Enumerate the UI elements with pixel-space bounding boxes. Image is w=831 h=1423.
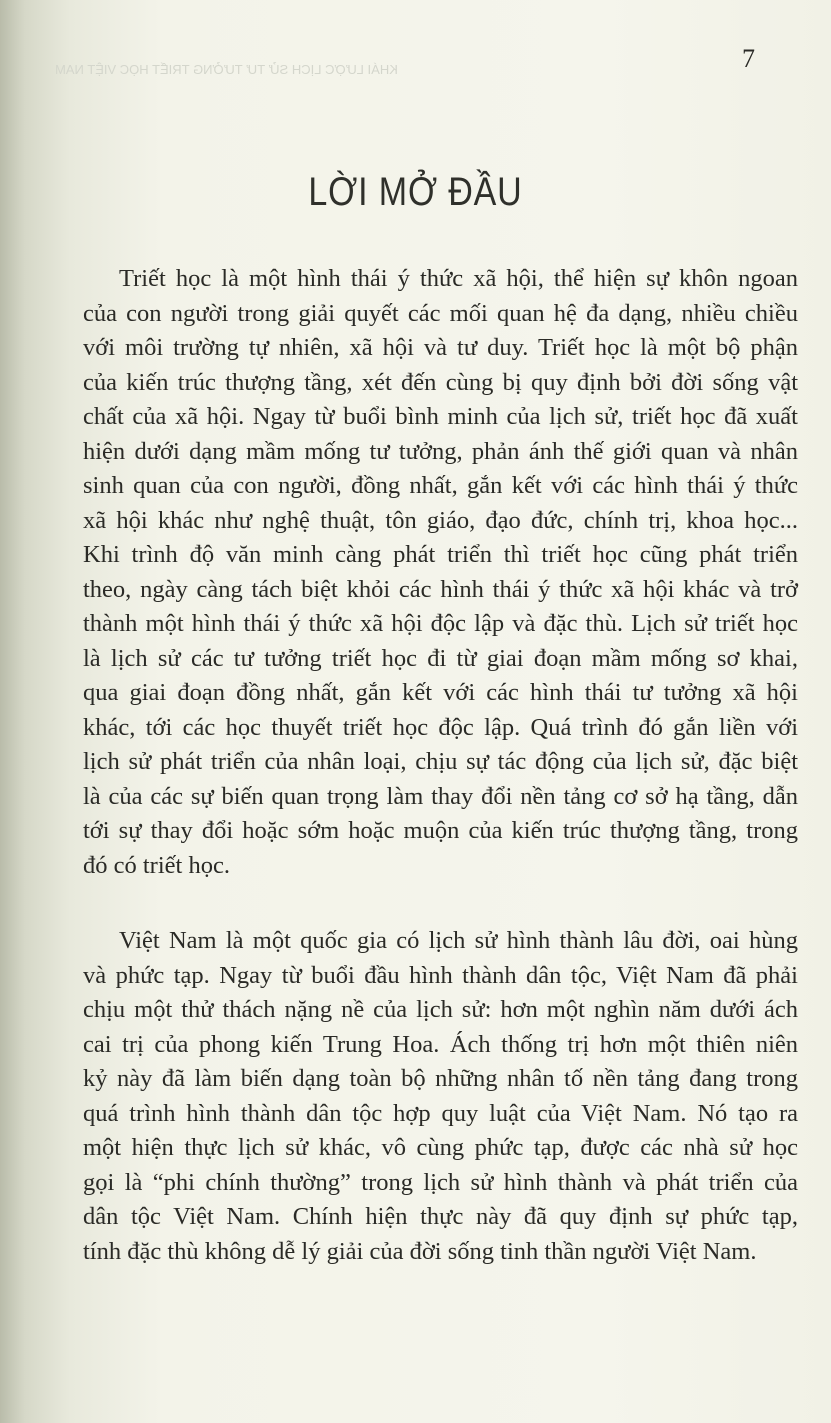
text-line: xã hội khác như nghệ thuật, tôn giáo, đạo đức, chính trị, khoa học...: [83, 506, 798, 534]
text-line: kỷ này đã làm biến dạng toàn bộ những nhân tố nền tảng đang trong: [83, 1065, 798, 1092]
text-line: cai trị của phong kiến Trung Hoa. Ách thống trị hơn một thiên niên: [83, 1030, 798, 1058]
paragraph-2: [83, 924, 798, 1269]
text-line: lịch sử phát triển của nhân loại, chịu sự tác động của lịch sử, đặc biệt: [83, 748, 798, 775]
text-line: chịu một thử thách nặng nề của lịch sử: hơn một nghìn năm dưới ách: [83, 996, 798, 1023]
paragraph-1: [83, 262, 798, 883]
chapter-title: LỜI MỞ ĐẦU: [308, 170, 523, 214]
page-number: 7: [742, 44, 755, 73]
text-line: của kiến trúc thượng tầng, xét đến cùng bị quy định bởi đời sống vật: [83, 368, 798, 396]
text-line: sinh quan của con người, đồng nhất, gắn kết với các hình thái ý thức: [83, 472, 798, 499]
text-line: tới sự thay đổi hoặc sớm hoặc muộn của kiến trúc thượng tầng, trong: [83, 817, 798, 844]
text-line: khác, tới các học thuyết triết học độc lập. Quá trình đó gắn liền với: [83, 713, 798, 741]
text-line: dân tộc Việt Nam. Chính hiện thực này đã quy định sự phức tạp,: [83, 1203, 798, 1230]
text-line: gọi là “phi chính thường” trong lịch sử hình thành và phát triển của: [83, 1168, 798, 1196]
text-line: với môi trường tự nhiên, xã hội và tư duy. Triết học là một bộ phận: [83, 334, 798, 361]
text-line: và phức tạp. Ngay từ buổi đầu hình thành dân tộc, Việt Nam đã phải: [83, 961, 798, 989]
text-line: đó có triết học.: [83, 851, 230, 879]
text-line: là lịch sử các tư tưởng triết học đi từ giai đoạn mầm mống sơ khai,: [83, 644, 798, 672]
text-line: của con người trong giải quyết các mối quan hệ đa dạng, nhiều chiều: [83, 299, 798, 327]
text-line: quá trình hình thành dân tộc hợp quy luật của Việt Nam. Nó tạo ra: [83, 1099, 798, 1127]
text-line: một hiện thực lịch sử khác, vô cùng phức tạp, được các nhà sử học: [83, 1134, 798, 1161]
text-line: tính đặc thù không dễ lý giải của đời sống tinh thần người Việt Nam.: [83, 1237, 757, 1265]
text-line: Việt Nam là một quốc gia có lịch sử hình thành lâu đời, oai hùng: [119, 927, 798, 954]
text-line: theo, ngày càng tách biệt khỏi các hình thái ý thức xã hội khác và trở: [83, 575, 798, 603]
text-line: thành một hình thái ý thức xã hội độc lập và đặc thù. Lịch sử triết học: [83, 610, 798, 637]
text-line: Triết học là một hình thái ý thức xã hội, thể hiện sự khôn ngoan: [119, 265, 798, 292]
text-line: Khi trình độ văn minh càng phát triển thì triết học cũng phát triển: [83, 541, 798, 568]
running-header-bleed-through: KHÁI LƯỢC LỊCH SỬ TƯ TƯỞNG TRIẾT HỌC VIỆT NAM: [55, 62, 398, 77]
text-line: là của các sự biến quan trọng làm thay đổi nền tảng cơ sở hạ tầng, dẫn: [83, 782, 798, 810]
text-line: hiện dưới dạng mầm mống tư tưởng, phản ánh thế giới quan và nhân: [83, 437, 798, 465]
text-line: chất của xã hội. Ngay từ buổi bình minh của lịch sử, triết học đã xuất: [83, 403, 798, 430]
text-line: qua giai đoạn đồng nhất, gắn kết với các hình thái tư tưởng xã hội: [83, 679, 798, 706]
